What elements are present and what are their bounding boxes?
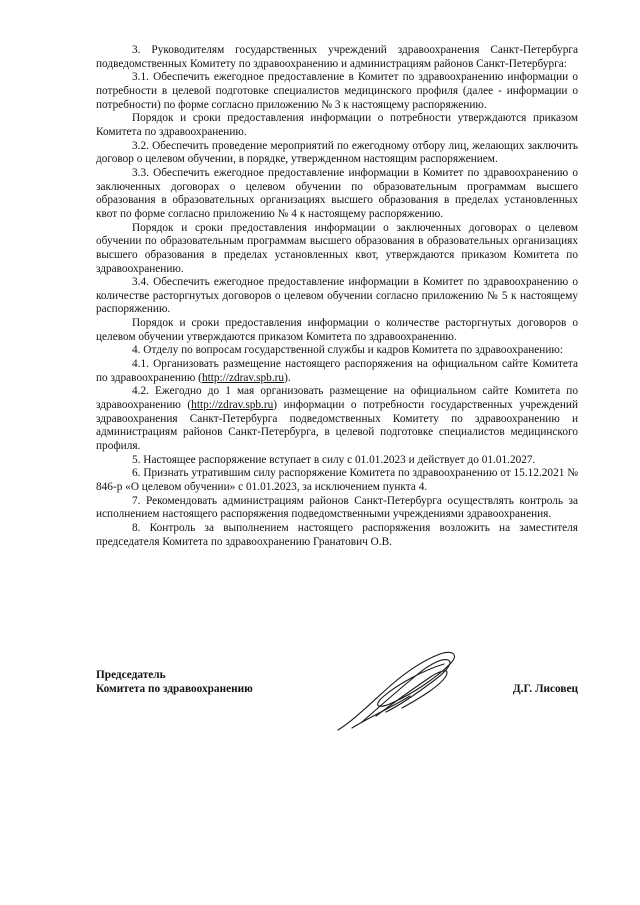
paragraph-3-3-order: Порядок и сроки предоставления информации о заключенных договорах о целевом обучении по образовательным программам высшего образования в образовательных организациях высшего образования в пределах установленных квот, утверждаются приказом Комитета по здравоохранению. [96,221,578,275]
paragraph-3-2: 3.2. Обеспечить проведение мероприятий по ежегодному отбору лиц, желающих заключить договор о целевом обучении, в порядке, утвержденном настоящим распоряжением. [96,139,578,166]
paragraph-4-1-end: ). [284,371,291,384]
document-body [96,44,578,549]
paragraph-4-2-end: ) информации о потребности государственных учреждений здравоохранения Санкт-Петербурга подведомственных Комитету по здравоохранению и администрациям районов Санкт-Петербурга, в целевой подготовке специалистов медицинского профиля. [96,399,578,453]
paragraph-4-1 [96,358,578,385]
paragraph-3-4: 3.4. Обеспечить ежегодное предоставление информации в Комитет по здравоохранению о количестве расторгнутых договоров о целевом обучении согласно приложению № 5 к настоящему распоряжению. [96,276,578,316]
signatory-title-line1: Председатель [96,669,166,681]
paragraph-3-1: 3.1. Обеспечить ежегодное предоставление в Комитет по здравоохранению информации о потребности в целевой подготовке специалистов медицинского профиля (далее - информации о потребности) по форме согласно приложению № 3 к настоящему распоряжению. [96,71,578,111]
paragraph-3: 3. Руководителям государственных учреждений здравоохранения Санкт-Петербурга подведомственных Комитету по здравоохранению и администрациям районов Санкт-Петербурга: [96,44,578,70]
paragraph-6: 6. Признать утратившим силу распоряжение Комитета по здравоохранению от 15.12.2021 № 846-р «О целевом обучении» с 01.01.2023, за исключением пункта 4. [96,467,578,493]
paragraph-4-2-text: 4.2. Ежегодно до 1 мая организовать размещение на официальном сайте Комитета по здравоохранению ( [96,385,578,412]
signatory-title-line2: Комитета по здравоохранению [96,683,253,695]
paragraph-3-4-order: Порядок и сроки предоставления информации о количестве расторгнутых договоров о целевом обучении утверждаются приказом Комитета по здравоохранению. [96,317,578,343]
site-link[interactable]: http://zdrav.spb.ru [191,399,274,412]
paragraph-4: 4. Отделу по вопросам государственной службы и кадров Комитета по здравоохранению: [132,344,563,357]
handwritten-signature [332,650,472,736]
signatory-name: Д.Г. Лисовец [512,683,578,695]
paragraph-7: 7. Рекомендовать администрациям районов Санкт-Петербурга осуществлять контроль за исполнением настоящего распоряжения подведомственными учреждениями здравоохранения. [96,494,578,521]
paragraph-8: 8. Контроль за выполнением настоящего распоряжения возложить на заместителя председателя Комитета по здравоохранению Гранатович О.В. [96,521,578,548]
paragraph-4-1-text: 4.1. Организовать размещение настоящего распоряжения на официальном сайте Комитета по здравоохранению ( [96,358,578,384]
paragraph-5: 5. Настоящее распоряжение вступает в силу с 01.01.2023 и действует до 01.01.2027. [132,453,536,466]
signatory-title [96,668,253,696]
paragraph-3-3: 3.3. Обеспечить ежегодное предоставление информации в Комитет по здравоохранению о заключенных договорах о целевом обучении по образовательным программам высшего образования в образовательных организациях высшего образования в пределах установленных квот по форме согласно приложению № 4 к настоящему распоряжению. [96,166,578,220]
paragraph-3-1-order: Порядок и сроки предоставления информации о потребности утверждаются приказом Комитета по здравоохранению. [96,112,578,138]
site-link[interactable]: http://zdrav.spb.ru [201,371,285,384]
paragraph-4-2 [96,385,578,453]
